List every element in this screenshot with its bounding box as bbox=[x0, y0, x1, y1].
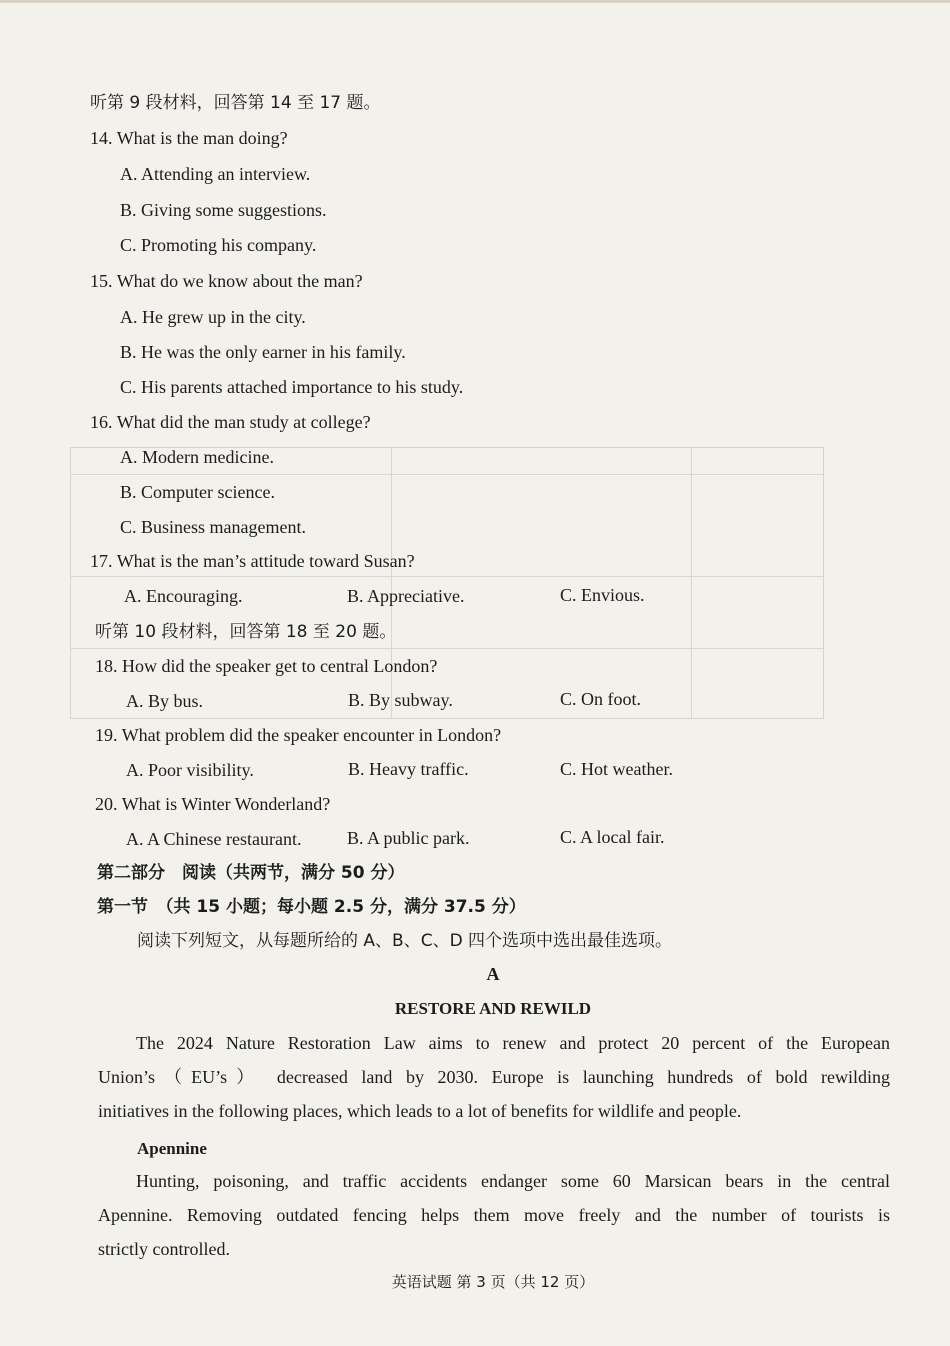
q17-option-c: C. Envious. bbox=[560, 585, 645, 605]
section-10-intro: 听第 10 段材料，回答第 18 至 20 题。 bbox=[95, 622, 397, 642]
passage-letter: A bbox=[486, 964, 500, 984]
page-footer: 英语试题 第 3 页（共 12 页） bbox=[391, 1273, 595, 1291]
q14-option-b: B. Giving some suggestions. bbox=[120, 200, 327, 220]
intro-line-2: Union’s（EU’s） decreased land by 2030. Europe is launching hundreds of bold rewilding bbox=[98, 1067, 890, 1087]
intro-paragraph bbox=[98, 1026, 890, 1128]
q14-option-a: A. Attending an interview. bbox=[120, 164, 311, 184]
apennine-paragraph bbox=[98, 1164, 890, 1266]
apennine-line-2: Apennine. Removing outdated fencing helps them move freely and the number of tourists is bbox=[98, 1205, 890, 1225]
q19-option-b: B. Heavy traffic. bbox=[348, 759, 469, 779]
q14-option-c: C. Promoting his company. bbox=[120, 235, 317, 255]
q15-option-c: C. His parents attached importance to his study. bbox=[120, 377, 464, 397]
q20-option-b: B. A public park. bbox=[347, 828, 470, 848]
question-20: 20. What is Winter Wonderland? bbox=[95, 794, 331, 814]
q17-option-b: B. Appreciative. bbox=[347, 586, 465, 606]
q18-option-b: B. By subway. bbox=[348, 690, 453, 710]
section-9-intro: 听第 9 段材料，回答第 14 至 17 题。 bbox=[90, 93, 381, 113]
question-16: 16. What did the man study at college? bbox=[90, 412, 371, 432]
q19-option-c: C. Hot weather. bbox=[560, 759, 673, 779]
part-two-heading: 第二部分 阅读（共两节，满分 50 分） bbox=[97, 863, 405, 883]
intro-line-1: The 2024 Nature Restoration Law aims to renew and protect 20 percent of the European bbox=[136, 1033, 890, 1053]
q16-option-c: C. Business management. bbox=[120, 517, 306, 537]
question-18: 18. How did the speaker get to central London? bbox=[95, 656, 438, 676]
apennine-line-1: Hunting, poisoning, and traffic accidents endanger some 60 Marsican bears in the central bbox=[136, 1171, 890, 1191]
page-edge bbox=[0, 0, 950, 3]
apennine-line-3: strictly controlled. bbox=[98, 1239, 230, 1259]
q16-option-a: A. Modern medicine. bbox=[120, 447, 274, 467]
q19-option-a: A. Poor visibility. bbox=[126, 760, 254, 780]
intro-line-3: initiatives in the following places, which leads to a lot of benefits for wildlife and people. bbox=[98, 1101, 742, 1121]
q18-option-c: C. On foot. bbox=[560, 689, 641, 709]
passage-title: RESTORE AND REWILD bbox=[394, 999, 592, 1018]
q17-option-a: A. Encouraging. bbox=[124, 586, 243, 606]
reading-instruction: 阅读下列短文，从每题所给的 A、B、C、D 四个选项中选出最佳选项。 bbox=[137, 931, 673, 951]
q15-option-b: B. He was the only earner in his family. bbox=[120, 342, 406, 362]
q15-option-a: A. He grew up in the city. bbox=[120, 307, 306, 327]
q16-option-b: B. Computer science. bbox=[120, 482, 275, 502]
section-one-heading: 第一节 （共 15 小题；每小题 2.5 分，满分 37.5 分） bbox=[97, 897, 526, 917]
apennine-subheading: Apennine bbox=[137, 1139, 207, 1158]
q20-option-a: A. A Chinese restaurant. bbox=[126, 829, 302, 849]
question-15: 15. What do we know about the man? bbox=[90, 271, 363, 291]
q18-option-a: A. By bus. bbox=[126, 691, 204, 711]
q20-option-c: C. A local fair. bbox=[560, 827, 665, 847]
question-19: 19. What problem did the speaker encounter in London? bbox=[95, 725, 502, 745]
question-17: 17. What is the man’s attitude toward Susan? bbox=[90, 551, 415, 571]
question-14: 14. What is the man doing? bbox=[90, 128, 288, 148]
